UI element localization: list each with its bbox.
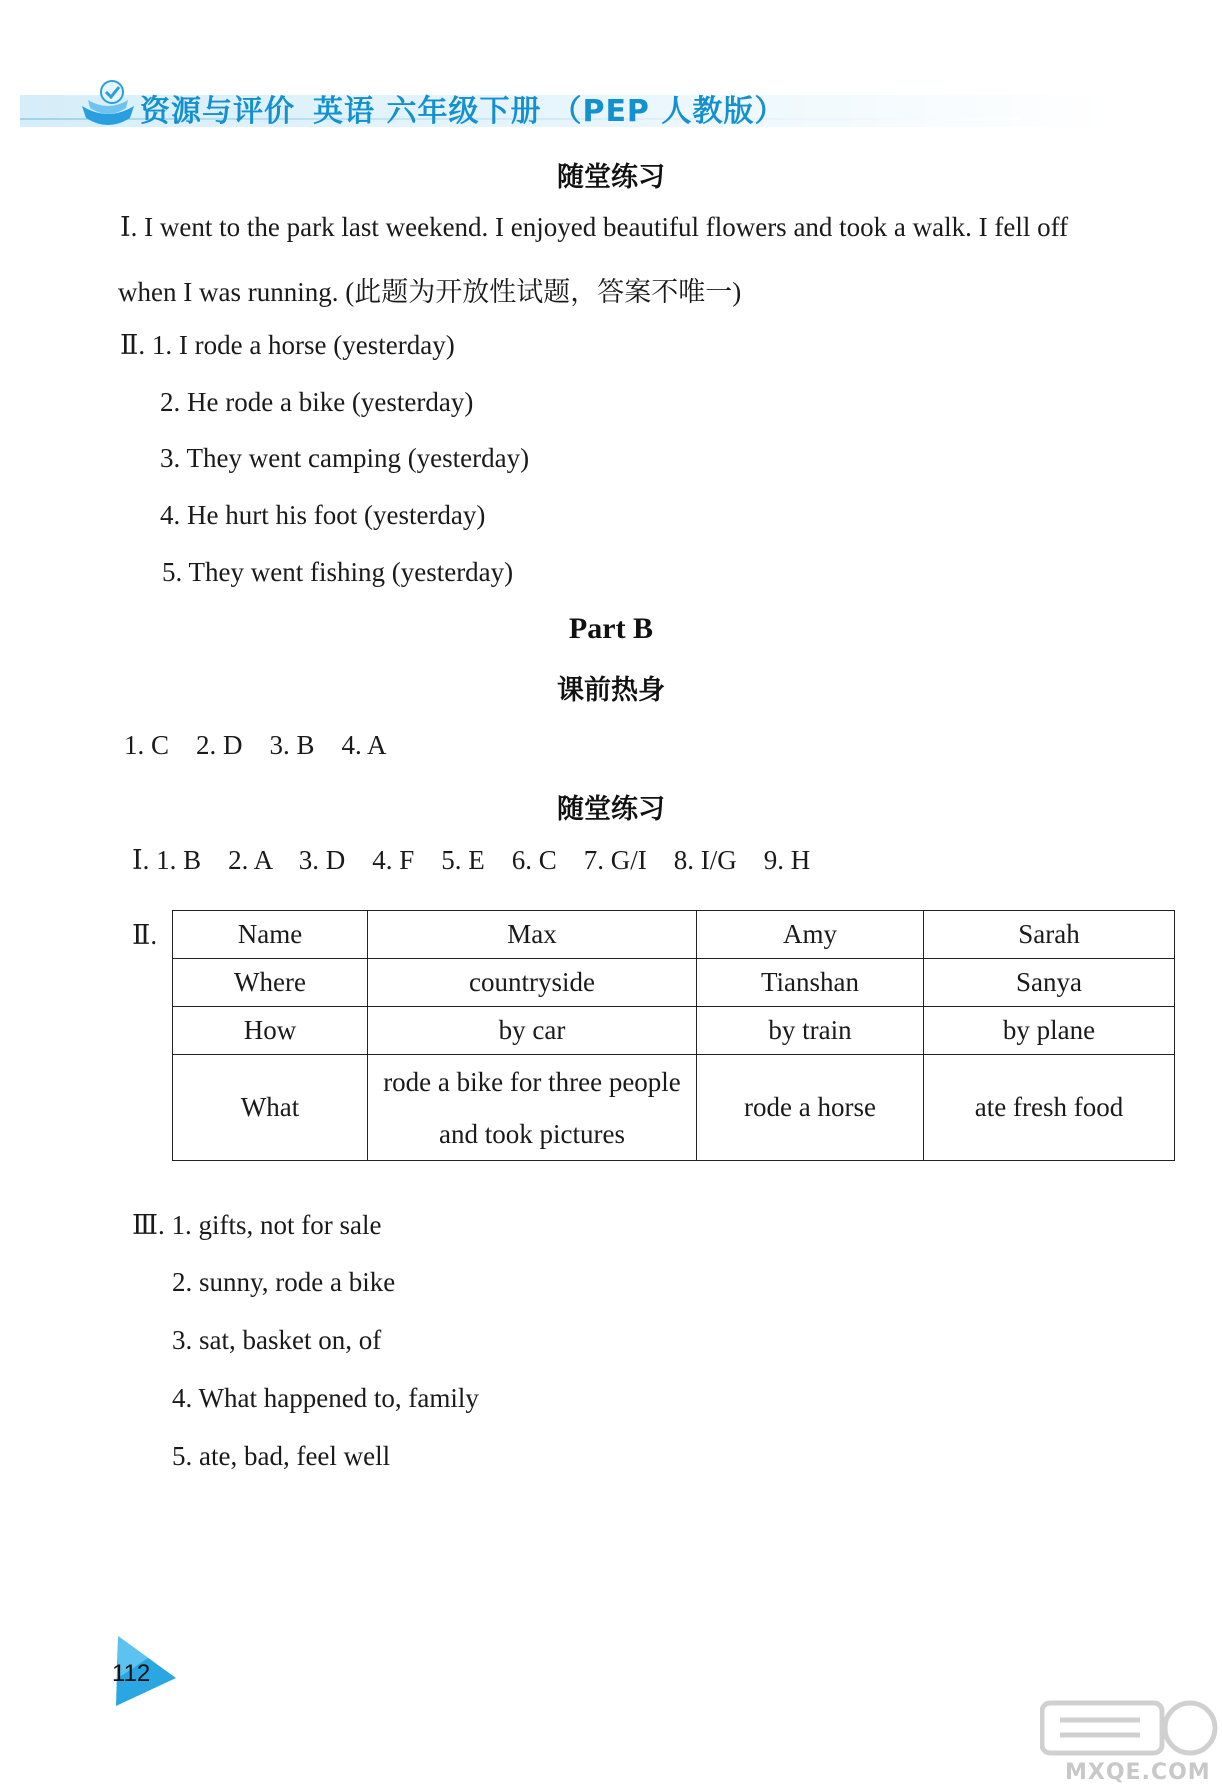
- q2-answer-3: 3. They went camping (yesterday): [160, 443, 530, 473]
- part-b-title: Part B: [568, 612, 654, 645]
- table-cell: Name: [173, 911, 368, 959]
- table-header-row: [173, 911, 1175, 959]
- what-max-line1: rode a bike for three people: [383, 1066, 681, 1097]
- partb-q3-answer-1: Ⅲ. 1. gifts, not for sale: [132, 1210, 382, 1240]
- partb-q3-answer-3: 3. sat, basket on, of: [172, 1325, 382, 1355]
- partb-q1-answers: Ⅰ. 1. B 2. A 3. D 4. F 5. E 6. C 7. G/I 8. I/G 9. H: [132, 845, 811, 875]
- header-title: [140, 86, 785, 130]
- edition: （PEP 人教版）: [551, 94, 786, 129]
- table-cell: countryside: [368, 959, 697, 1007]
- table-cell: What: [173, 1055, 368, 1161]
- warmup-answers: 1. C 2. D 3. B 4. A: [124, 730, 387, 760]
- q2-answer-5: 5. They went fishing (yesterday): [162, 557, 514, 587]
- table-row: [173, 1007, 1175, 1055]
- what-max-line2: and took pictures: [439, 1118, 625, 1149]
- q2-answer-4: 4. He hurt his foot (yesterday): [160, 500, 486, 530]
- q1-answer-line2: when I was running. (此题为开放性试题，答案不唯一): [118, 277, 742, 307]
- table-cell: How: [173, 1007, 368, 1055]
- q1-answer-line1: Ⅰ. I went to the park last weekend. I enjoyed beautiful flowers and took a walk. I fell off: [120, 212, 1069, 242]
- table-cell: Sarah: [924, 911, 1175, 959]
- table-cell: Sanya: [924, 959, 1175, 1007]
- page-header: [0, 0, 1222, 150]
- table-cell: by plane: [924, 1007, 1175, 1055]
- partb-q3-answer-5: 5. ate, bad, feel well: [172, 1441, 391, 1471]
- trip-info-table: [172, 910, 1175, 1161]
- table-cell: ate fresh food: [924, 1055, 1175, 1161]
- section-title-warmup: 课前热身: [557, 675, 665, 706]
- table-cell: Amy: [697, 911, 924, 959]
- partb-q2-label: Ⅱ.: [132, 920, 158, 950]
- subject-grade: 英语 六年级下册: [313, 94, 542, 129]
- table-row: [173, 959, 1175, 1007]
- q2-answer-1: Ⅱ. 1. I rode a horse (yesterday): [120, 330, 455, 360]
- brand-name: 资源与评价: [140, 94, 295, 129]
- table-cell: [368, 1055, 697, 1161]
- table-cell: rode a horse: [697, 1055, 924, 1161]
- table-cell: Tianshan: [697, 959, 924, 1007]
- table-cell: Where: [173, 959, 368, 1007]
- page-number: 112: [112, 1660, 151, 1687]
- section-title-practice-b: 随堂练习: [557, 794, 665, 825]
- table-row: [173, 1055, 1175, 1161]
- table-cell: Max: [368, 911, 697, 959]
- section-title-practice: 随堂练习: [557, 162, 665, 193]
- q2-answer-2: 2. He rode a bike (yesterday): [160, 387, 474, 417]
- table-cell: by train: [697, 1007, 924, 1055]
- partb-q3-answer-4: 4. What happened to, family: [172, 1383, 479, 1413]
- book-logo-icon: [78, 78, 138, 130]
- partb-q3-answer-2: 2. sunny, rode a bike: [172, 1267, 396, 1297]
- watermark-text: MXQE.COM: [1065, 1760, 1211, 1785]
- table-cell: by car: [368, 1007, 697, 1055]
- watermark-logo-icon: [1040, 1695, 1220, 1765]
